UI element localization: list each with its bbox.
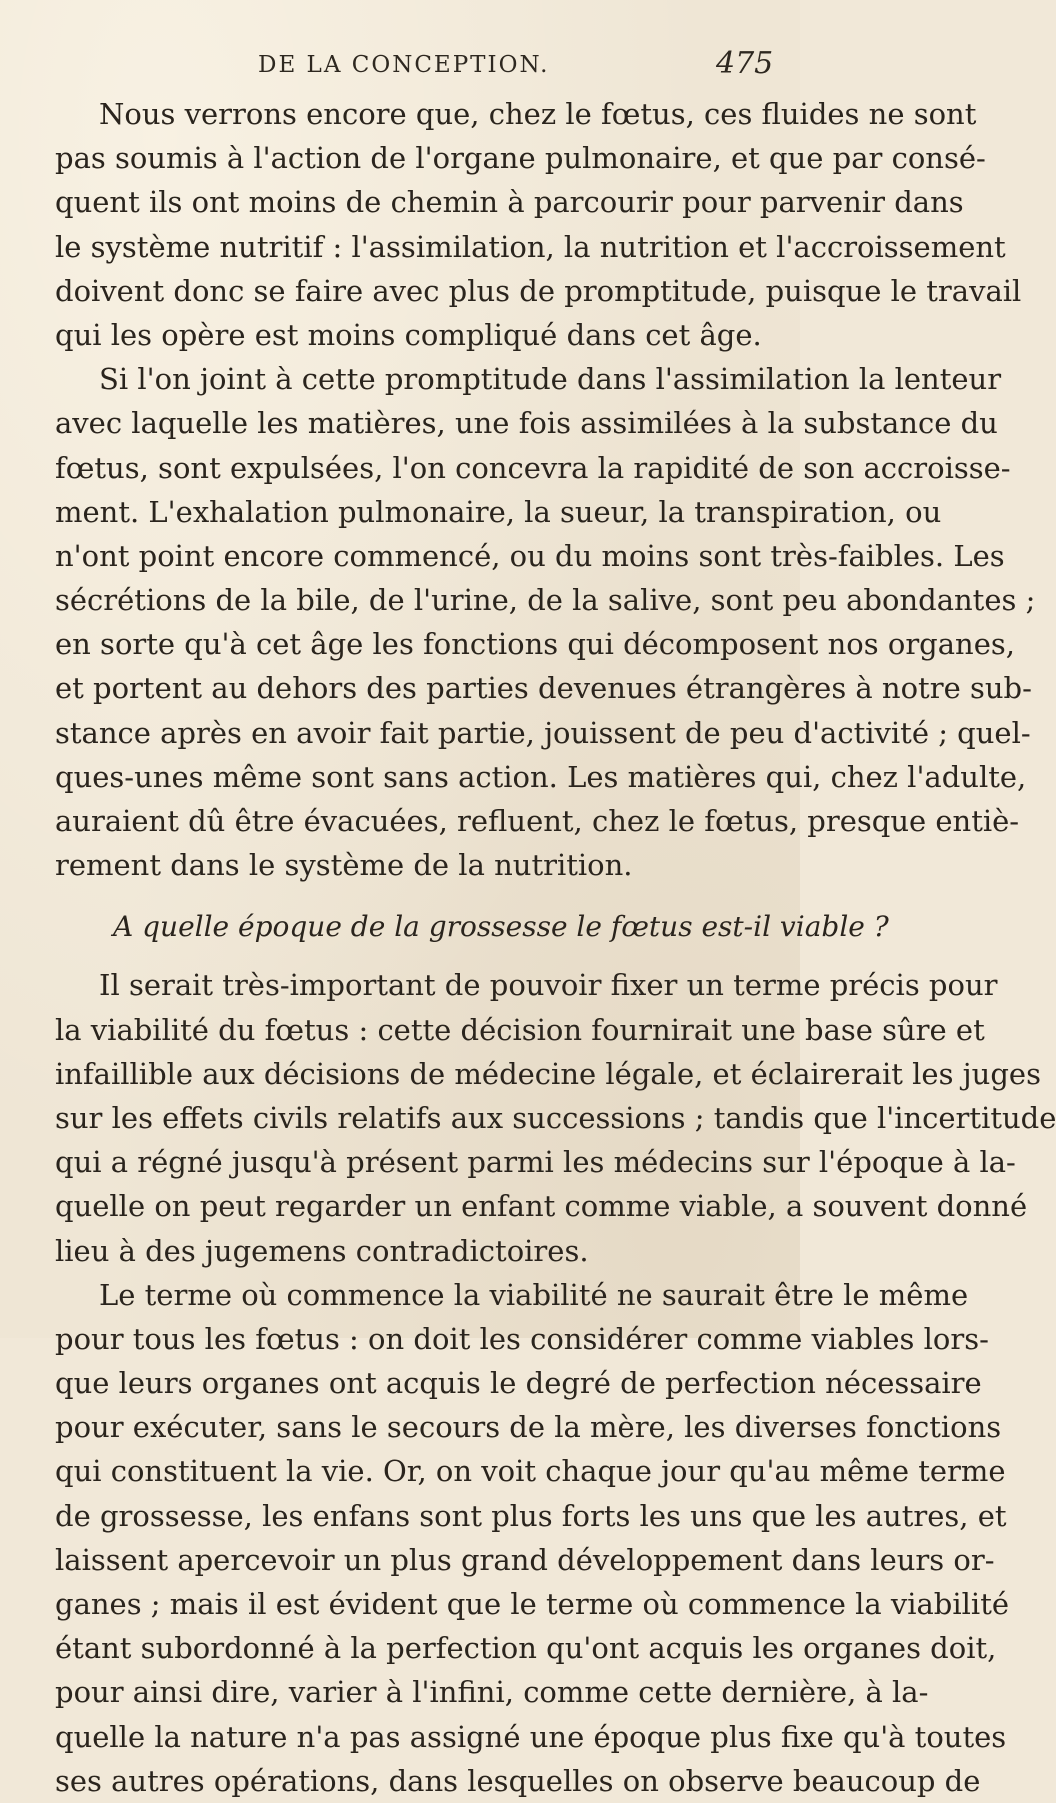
- text-line: qui constituent la vie. Or, on voit chaque jour qu'au même terme: [55, 1454, 1006, 1489]
- text-line: ganes ; mais il est évident que le terme où commence la viabilité: [55, 1587, 1010, 1621]
- text-line: la viabilité du fœtus : cette décision fournirait une base sûre et: [55, 1012, 985, 1047]
- text-line: lieu à des jugemens contradictoires.: [55, 1233, 589, 1268]
- text-line: n'ont point encore commencé, ou du moins sont très-faibles. Les: [55, 538, 1005, 573]
- text-line: ses autres opérations, dans lesquelles on observe beaucoup de: [55, 1763, 981, 1798]
- text-line: quelle la nature n'a pas assigné une époque plus fixe qu'à toutes: [55, 1719, 1007, 1754]
- section-heading: A quelle époque de la grossesse le fœtus est-il viable ?: [113, 910, 889, 944]
- text-line: pour ainsi dire, varier à l'infini, comme cette dernière, à la-: [55, 1675, 929, 1710]
- text-line: en sorte qu'à cet âge les fonctions qui décomposent nos organes,: [55, 627, 1015, 662]
- text-line: pour tous les fœtus : on doit les considérer comme viables lors-: [55, 1321, 989, 1356]
- text-line: Si l'on joint à cette promptitude dans l'assimilation la lenteur: [99, 362, 1002, 397]
- text-line: avec laquelle les matières, une fois assimilées à la substance du: [55, 406, 998, 441]
- text-line: sur les effets civils relatifs aux successions ; tandis que l'incertitude: [55, 1100, 1056, 1135]
- text-line: fœtus, sont expulsées, l'on concevra la rapidité de son accroisse-: [55, 450, 1011, 485]
- text-line: laissent apercevoir un plus grand développement dans leurs or-: [55, 1542, 995, 1577]
- text-line: quelle on peut regarder un enfant comme viable, a souvent donné: [55, 1189, 1028, 1224]
- text-line: qui les opère est moins compliqué dans cet âge.: [55, 317, 762, 352]
- text-line: et portent au dehors des parties devenues étrangères à notre sub-: [55, 671, 1032, 706]
- page-number: 475: [716, 46, 774, 81]
- running-title: DE LA CONCEPTION.: [258, 52, 550, 78]
- paragraph: [55, 1273, 1010, 1803]
- text-line: quent ils ont moins de chemin à parcourir pour parvenir dans: [55, 185, 964, 220]
- paragraph: [55, 357, 1036, 887]
- text-line: que leurs organes ont acquis le degré de perfection nécessaire: [55, 1366, 982, 1401]
- paragraph: [55, 963, 1056, 1272]
- text-line: Le terme où commence la viabilité ne saurait être le même: [99, 1277, 969, 1312]
- text-line: ques-unes même sont sans action. Les matières qui, chez l'adulte,: [55, 759, 1027, 794]
- text-line: stance après en avoir fait partie, jouissent de peu d'activité ; quel-: [55, 715, 1031, 750]
- text-line: Il serait très-important de pouvoir fixer un terme précis pour: [99, 968, 998, 1003]
- text-line: infaillible aux décisions de médecine légale, et éclairerait les juges: [55, 1056, 1041, 1091]
- text-line: pour exécuter, sans le secours de la mère, les diverses fonctions: [55, 1410, 1002, 1445]
- text-line: auraient dû être évacuées, refluent, chez le fœtus, presque entiè-: [55, 804, 1020, 838]
- page-header: [0, 46, 800, 92]
- text-line: rement dans le système de la nutrition.: [55, 848, 633, 883]
- text-line: pas soumis à l'action de l'organe pulmonaire, et que par consé-: [55, 141, 986, 176]
- text-line: étant subordonné à la perfection qu'ont acquis les organes doit,: [55, 1631, 997, 1666]
- text-line: sécrétions de la bile, de l'urine, de la salive, sont peu abondantes ;: [55, 583, 1036, 618]
- text-line: de grossesse, les enfans sont plus forts les uns que les autres, et: [55, 1498, 1007, 1533]
- text-line: doivent donc se faire avec plus de promptitude, puisque le travail: [55, 273, 1022, 308]
- body-text: [55, 92, 1056, 1803]
- text-line: Nous verrons encore que, chez le fœtus, ces fluides ne sont: [99, 97, 977, 131]
- text-line: qui a régné jusqu'à présent parmi les médecins sur l'époque à la-: [55, 1145, 1016, 1180]
- text-line: le système nutritif : l'assimilation, la nutrition et l'accroissement: [55, 229, 1006, 264]
- text-line: ment. L'exhalation pulmonaire, la sueur, la transpiration, ou: [55, 494, 942, 529]
- paragraph: [55, 92, 1022, 357]
